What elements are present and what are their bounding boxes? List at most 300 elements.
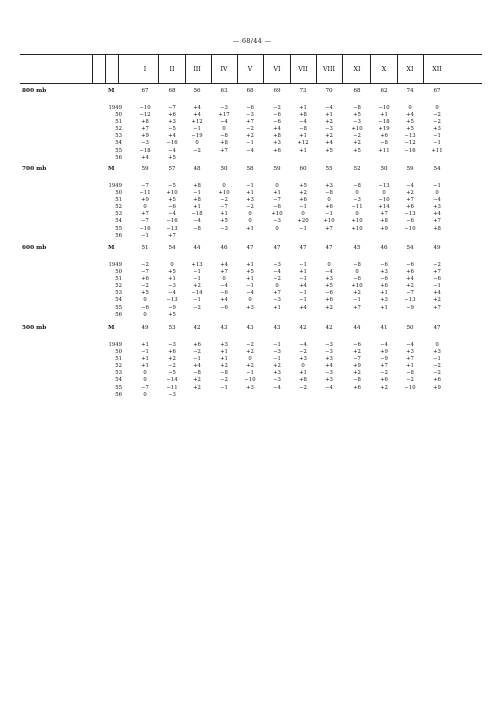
mean-value: 43 bbox=[273, 325, 281, 331]
anomaly-value: +4 bbox=[141, 154, 149, 161]
anomaly-value: +8 bbox=[193, 183, 201, 189]
mean-value: 46 bbox=[220, 245, 228, 251]
anomaly-value: +6 bbox=[433, 377, 441, 384]
anomaly-value: −4 bbox=[299, 119, 307, 126]
mean-value: 47 bbox=[246, 245, 254, 251]
year-label: 50 bbox=[115, 190, 122, 197]
anomaly-value: −4 bbox=[325, 105, 333, 111]
anomaly-value: +5 bbox=[353, 147, 361, 154]
anomaly-value: −4 bbox=[325, 269, 333, 276]
anomaly-value: +6 bbox=[380, 283, 388, 290]
anomaly-value: +14 bbox=[378, 204, 390, 211]
anomaly-value: −1 bbox=[246, 370, 254, 377]
anomaly-column bbox=[422, 342, 452, 399]
anomaly-value: +6 bbox=[299, 197, 307, 204]
anomaly-value: −3 bbox=[353, 197, 361, 204]
anomaly-value bbox=[235, 312, 265, 319]
anomaly-value bbox=[182, 155, 212, 162]
anomaly-value: −12 bbox=[139, 112, 151, 119]
anomaly-value: −10 bbox=[404, 225, 416, 232]
anomaly-value: +10 bbox=[351, 225, 363, 232]
anomaly-value: +2 bbox=[193, 384, 201, 391]
anomaly-value: +2 bbox=[353, 349, 361, 356]
anomaly-value: +4 bbox=[433, 290, 441, 297]
anomaly-value: −1 bbox=[433, 140, 441, 147]
anomaly-column bbox=[182, 342, 212, 399]
column-header-month: VIII bbox=[322, 66, 335, 73]
anomaly-value: −2 bbox=[433, 262, 441, 268]
anomaly-value: −1 bbox=[433, 283, 441, 290]
mean-value: 50 bbox=[220, 166, 228, 172]
anomaly-value: +1 bbox=[380, 304, 388, 311]
anomaly-value: +3 bbox=[433, 349, 441, 356]
anomaly-value: +3 bbox=[380, 297, 388, 304]
anomaly-value: +10 bbox=[351, 218, 363, 225]
anomaly-value: −1 bbox=[220, 384, 228, 391]
mean-value: 47 bbox=[299, 245, 307, 251]
mean-value: 57 bbox=[168, 166, 176, 172]
header-divider bbox=[105, 54, 106, 83]
anomaly-value: −6 bbox=[273, 119, 281, 126]
anomaly-value: −6 bbox=[220, 304, 228, 311]
anomaly-value: 0 bbox=[327, 197, 331, 204]
anomaly-value bbox=[422, 155, 452, 162]
mean-value: 67 bbox=[433, 88, 441, 94]
anomaly-column bbox=[342, 342, 372, 399]
anomaly-value: +8 bbox=[220, 140, 228, 147]
anomaly-value: −1 bbox=[299, 262, 307, 268]
year-label: 56 bbox=[115, 154, 122, 161]
anomaly-value: +6 bbox=[141, 276, 149, 283]
mean-value: 67 bbox=[141, 88, 149, 94]
anomaly-value: −10 bbox=[378, 105, 390, 111]
mean-value: 54 bbox=[406, 245, 414, 251]
anomaly-column bbox=[130, 105, 160, 162]
mean-value: 56 bbox=[193, 88, 201, 94]
anomaly-value: −11 bbox=[166, 384, 178, 391]
anomaly-value: −1 bbox=[246, 140, 254, 147]
anomaly-value: −16 bbox=[166, 140, 178, 147]
anomaly-value: −8 bbox=[193, 370, 201, 377]
anomaly-value: −6 bbox=[141, 304, 149, 311]
anomaly-value: −6 bbox=[353, 342, 361, 348]
mean-value: 47 bbox=[433, 325, 441, 331]
anomaly-value: −16 bbox=[139, 225, 151, 232]
anomaly-value: +10 bbox=[351, 126, 363, 133]
anomaly-value: +9 bbox=[141, 133, 149, 140]
anomaly-value: 0 bbox=[143, 391, 147, 398]
anomaly-value: −8 bbox=[220, 133, 228, 140]
anomaly-column bbox=[235, 342, 265, 399]
anomaly-value: −2 bbox=[193, 349, 201, 356]
anomaly-value: +6 bbox=[325, 204, 333, 211]
page-number: — 68/44 — bbox=[232, 37, 272, 45]
anomaly-value: 0 bbox=[435, 105, 439, 111]
anomaly-value: −4 bbox=[433, 197, 441, 204]
anomaly-value: −2 bbox=[433, 370, 441, 377]
anomaly-value bbox=[342, 312, 372, 319]
anomaly-value: −18 bbox=[378, 119, 390, 126]
column-header-month: IV bbox=[220, 66, 228, 73]
anomaly-value: −19 bbox=[191, 133, 203, 140]
pressure-level-label: 500 mb bbox=[22, 325, 47, 331]
anomaly-value: +2 bbox=[433, 297, 441, 304]
anomaly-column bbox=[342, 105, 372, 162]
anomaly-value: +2 bbox=[168, 356, 176, 363]
anomaly-column bbox=[314, 342, 344, 399]
anomaly-value: +5 bbox=[325, 283, 333, 290]
anomaly-value: +4 bbox=[168, 133, 176, 140]
anomaly-value: +6 bbox=[380, 133, 388, 140]
anomaly-value: +8 bbox=[299, 112, 307, 119]
anomaly-value: −8 bbox=[353, 262, 361, 268]
year-label: 54 bbox=[115, 140, 122, 147]
anomaly-value: +1 bbox=[246, 190, 254, 197]
mean-row-label: M bbox=[108, 88, 115, 94]
column-header-month: XII bbox=[432, 66, 442, 73]
anomaly-value: −10 bbox=[378, 197, 390, 204]
anomaly-value: +5 bbox=[220, 218, 228, 225]
anomaly-value: −2 bbox=[193, 304, 201, 311]
anomaly-value: +6 bbox=[168, 349, 176, 356]
anomaly-value bbox=[235, 155, 265, 162]
anomaly-value: +10 bbox=[323, 218, 335, 225]
anomaly-value: −7 bbox=[353, 356, 361, 363]
anomaly-value: −2 bbox=[141, 283, 149, 290]
anomaly-value: +2 bbox=[193, 377, 201, 384]
anomaly-value: +1 bbox=[273, 304, 281, 311]
year-label: 56 bbox=[115, 232, 122, 239]
anomaly-column bbox=[314, 105, 344, 162]
anomaly-value: +1 bbox=[141, 342, 149, 348]
anomaly-value: +9 bbox=[380, 225, 388, 232]
anomaly-value: 0 bbox=[355, 269, 359, 276]
anomaly-value: +7 bbox=[433, 218, 441, 225]
anomaly-value: −3 bbox=[220, 225, 228, 232]
anomaly-value bbox=[182, 392, 212, 399]
anomaly-value: −3 bbox=[273, 349, 281, 356]
anomaly-column bbox=[235, 105, 265, 162]
anomaly-column bbox=[235, 183, 265, 240]
anomaly-value: +11 bbox=[378, 147, 390, 154]
anomaly-value: +2 bbox=[406, 190, 414, 197]
anomaly-value: 0 bbox=[248, 211, 252, 218]
anomaly-value: −4 bbox=[299, 342, 307, 348]
mean-value: 50 bbox=[380, 166, 388, 172]
anomaly-value: −2 bbox=[380, 370, 388, 377]
anomaly-value: +3 bbox=[168, 119, 176, 126]
anomaly-value: +4 bbox=[406, 112, 414, 119]
mean-row-label: M bbox=[108, 166, 115, 172]
anomaly-value: +3 bbox=[246, 197, 254, 204]
anomaly-value: +2 bbox=[193, 283, 201, 290]
header-divider bbox=[92, 54, 93, 83]
mean-value: 74 bbox=[406, 88, 414, 94]
anomaly-value: +6 bbox=[406, 269, 414, 276]
anomaly-value: −1 bbox=[141, 232, 149, 239]
anomaly-value: +6 bbox=[325, 297, 333, 304]
anomaly-value: +5 bbox=[406, 126, 414, 133]
anomaly-value: −3 bbox=[168, 391, 176, 398]
anomaly-value: −3 bbox=[273, 262, 281, 268]
anomaly-value: +5 bbox=[168, 269, 176, 276]
anomaly-value: +8 bbox=[299, 377, 307, 384]
anomaly-value: +3 bbox=[246, 384, 254, 391]
anomaly-value: −4 bbox=[168, 147, 176, 154]
column-header-month: XI bbox=[353, 66, 361, 73]
anomaly-value: +11 bbox=[431, 147, 443, 154]
mean-value: 70 bbox=[325, 88, 333, 94]
anomaly-value: −6 bbox=[406, 218, 414, 225]
anomaly-value: +7 bbox=[246, 119, 254, 126]
anomaly-value: +19 bbox=[378, 126, 390, 133]
anomaly-value: −6 bbox=[380, 262, 388, 268]
anomaly-value: −2 bbox=[168, 363, 176, 370]
anomaly-value: −1 bbox=[246, 283, 254, 290]
anomaly-value: 0 bbox=[222, 276, 226, 283]
anomaly-value: 0 bbox=[435, 342, 439, 348]
anomaly-value: +2 bbox=[246, 133, 254, 140]
anomaly-value: +1 bbox=[220, 349, 228, 356]
anomaly-value: −10 bbox=[404, 384, 416, 391]
anomaly-value: +2 bbox=[325, 304, 333, 311]
anomaly-column bbox=[182, 262, 212, 319]
anomaly-value: 0 bbox=[143, 370, 147, 377]
anomaly-value: −1 bbox=[325, 211, 333, 218]
anomaly-value: 0 bbox=[195, 140, 199, 147]
anomaly-value: +5 bbox=[168, 311, 176, 318]
anomaly-value: −1 bbox=[353, 297, 361, 304]
mean-value: 68 bbox=[353, 88, 361, 94]
anomaly-value: +2 bbox=[246, 363, 254, 370]
anomaly-value: −3 bbox=[141, 140, 149, 147]
anomaly-value: −6 bbox=[433, 276, 441, 283]
mean-value: 68 bbox=[246, 88, 254, 94]
anomaly-value: −7 bbox=[141, 384, 149, 391]
anomaly-value: +2 bbox=[353, 290, 361, 297]
anomaly-column bbox=[182, 183, 212, 240]
anomaly-value: −3 bbox=[325, 370, 333, 377]
anomaly-value: +8 bbox=[141, 119, 149, 126]
anomaly-value: +3 bbox=[299, 356, 307, 363]
anomaly-value: +4 bbox=[193, 105, 201, 111]
anomaly-value: −2 bbox=[273, 105, 281, 111]
year-label: 52 bbox=[115, 283, 122, 290]
anomaly-value: +1 bbox=[273, 190, 281, 197]
year-label: 52 bbox=[115, 126, 122, 133]
anomaly-value: −14 bbox=[166, 377, 178, 384]
year-label: 51 bbox=[115, 356, 122, 363]
anomaly-value: +7 bbox=[406, 197, 414, 204]
mean-value: 45 bbox=[353, 245, 361, 251]
anomaly-value: −8 bbox=[353, 105, 361, 111]
anomaly-value: +5 bbox=[406, 119, 414, 126]
anomaly-value: +1 bbox=[141, 356, 149, 363]
anomaly-value: +17 bbox=[218, 112, 230, 119]
mean-value: 43 bbox=[246, 325, 254, 331]
anomaly-value: −2 bbox=[299, 384, 307, 391]
anomaly-value: +1 bbox=[299, 133, 307, 140]
year-labels bbox=[102, 183, 122, 240]
column-header-month: VI bbox=[273, 66, 281, 73]
anomaly-value: −4 bbox=[246, 147, 254, 154]
anomaly-value: −1 bbox=[193, 276, 201, 283]
anomaly-value: −2 bbox=[246, 204, 254, 211]
anomaly-value: −10 bbox=[244, 377, 256, 384]
anomaly-value: +9 bbox=[353, 363, 361, 370]
anomaly-value: +2 bbox=[353, 370, 361, 377]
mean-value: 59 bbox=[141, 166, 149, 172]
anomaly-value: −2 bbox=[141, 262, 149, 268]
year-label: 54 bbox=[115, 218, 122, 225]
mean-value: 44 bbox=[193, 245, 201, 251]
anomaly-value: +7 bbox=[325, 225, 333, 232]
mean-row-label: M bbox=[108, 325, 115, 331]
header-bottom-rule bbox=[20, 83, 482, 84]
anomaly-value: −6 bbox=[273, 112, 281, 119]
anomaly-value: 0 bbox=[248, 218, 252, 225]
anomaly-value: −1 bbox=[299, 290, 307, 297]
anomaly-value: +10 bbox=[218, 190, 230, 197]
anomaly-value: +7 bbox=[406, 356, 414, 363]
anomaly-value: −1 bbox=[193, 356, 201, 363]
year-label: 1949 bbox=[108, 342, 122, 348]
anomaly-value: 0 bbox=[382, 190, 386, 197]
anomaly-value: +5 bbox=[353, 112, 361, 119]
anomaly-column bbox=[395, 342, 425, 399]
anomaly-value: −2 bbox=[353, 133, 361, 140]
mean-value: 68 bbox=[168, 88, 176, 94]
anomaly-value: −2 bbox=[433, 363, 441, 370]
year-label: 55 bbox=[115, 304, 122, 311]
anomaly-value: −4 bbox=[406, 342, 414, 348]
anomaly-value: −1 bbox=[299, 297, 307, 304]
anomaly-value: −16 bbox=[404, 147, 416, 154]
year-label: 1949 bbox=[108, 105, 122, 111]
anomaly-value: +5 bbox=[299, 183, 307, 189]
mean-value: 58 bbox=[246, 166, 254, 172]
anomaly-value: −7 bbox=[168, 105, 176, 111]
mean-row-label: M bbox=[108, 245, 115, 251]
anomaly-value: +5 bbox=[141, 290, 149, 297]
anomaly-value: −8 bbox=[406, 370, 414, 377]
anomaly-value: −2 bbox=[246, 126, 254, 133]
table-top-rule bbox=[20, 54, 482, 55]
anomaly-value: −6 bbox=[380, 276, 388, 283]
anomaly-value: +1 bbox=[325, 112, 333, 119]
year-labels bbox=[102, 105, 122, 162]
anomaly-value: −1 bbox=[246, 183, 254, 189]
mean-value: 47 bbox=[325, 245, 333, 251]
anomaly-value: +7 bbox=[141, 126, 149, 133]
year-label: 54 bbox=[115, 297, 122, 304]
anomaly-value: +4 bbox=[220, 297, 228, 304]
anomaly-value: +5 bbox=[168, 197, 176, 204]
anomaly-value: +8 bbox=[380, 218, 388, 225]
anomaly-value: −3 bbox=[325, 349, 333, 356]
anomaly-value: −4 bbox=[406, 183, 414, 189]
anomaly-value: −6 bbox=[168, 204, 176, 211]
mean-value: 46 bbox=[380, 245, 388, 251]
anomaly-value: +1 bbox=[246, 276, 254, 283]
anomaly-value: −1 bbox=[433, 183, 441, 189]
mean-value: 47 bbox=[273, 245, 281, 251]
anomaly-value: +1 bbox=[246, 225, 254, 232]
anomaly-value: +3 bbox=[433, 204, 441, 211]
anomaly-value bbox=[235, 392, 265, 399]
anomaly-value: −8 bbox=[193, 225, 201, 232]
anomaly-value bbox=[422, 233, 452, 240]
anomaly-value: +2 bbox=[220, 363, 228, 370]
anomaly-value: −13 bbox=[378, 183, 390, 189]
anomaly-value: 0 bbox=[222, 126, 226, 133]
anomaly-value: −6 bbox=[220, 290, 228, 297]
anomaly-column bbox=[130, 183, 160, 240]
anomaly-value: −4 bbox=[168, 290, 176, 297]
anomaly-value: +4 bbox=[406, 276, 414, 283]
anomaly-value: +3 bbox=[380, 269, 388, 276]
mean-value: 69 bbox=[273, 88, 281, 94]
anomaly-value bbox=[395, 155, 425, 162]
anomaly-value: −13 bbox=[166, 225, 178, 232]
anomaly-value bbox=[235, 233, 265, 240]
anomaly-value bbox=[395, 312, 425, 319]
year-label: 51 bbox=[115, 119, 122, 126]
anomaly-value bbox=[395, 233, 425, 240]
anomaly-value: −5 bbox=[168, 183, 176, 189]
year-label: 54 bbox=[115, 377, 122, 384]
anomaly-value bbox=[422, 392, 452, 399]
anomaly-value: +1 bbox=[193, 204, 201, 211]
anomaly-value: +3 bbox=[273, 370, 281, 377]
anomaly-column bbox=[314, 183, 344, 240]
anomaly-value: +9 bbox=[141, 197, 149, 204]
mean-value: 42 bbox=[299, 325, 307, 331]
anomaly-value: −3 bbox=[168, 283, 176, 290]
anomaly-value: −1 bbox=[141, 349, 149, 356]
column-header-month: I bbox=[143, 66, 147, 73]
anomaly-value: +3 bbox=[325, 356, 333, 363]
year-label: 51 bbox=[115, 197, 122, 204]
year-labels bbox=[102, 262, 122, 319]
anomaly-value: +1 bbox=[246, 262, 254, 268]
anomaly-value: +4 bbox=[273, 126, 281, 133]
mean-value: 55 bbox=[325, 166, 333, 172]
year-label: 1949 bbox=[108, 183, 122, 189]
anomaly-value: −7 bbox=[141, 269, 149, 276]
anomaly-value bbox=[182, 312, 212, 319]
anomaly-value: +2 bbox=[325, 119, 333, 126]
anomaly-value: −4 bbox=[380, 342, 388, 348]
anomaly-value: 0 bbox=[248, 297, 252, 304]
anomaly-column bbox=[342, 262, 372, 319]
anomaly-value: +3 bbox=[433, 126, 441, 133]
anomaly-value: −3 bbox=[220, 105, 228, 111]
column-header-month: II bbox=[169, 66, 175, 73]
anomaly-value bbox=[395, 392, 425, 399]
anomaly-value: −2 bbox=[273, 276, 281, 283]
anomaly-value: +3 bbox=[406, 349, 414, 356]
anomaly-column bbox=[422, 262, 452, 319]
anomaly-value: −8 bbox=[220, 370, 228, 377]
anomaly-value: +4 bbox=[193, 363, 201, 370]
anomaly-value: +7 bbox=[273, 290, 281, 297]
anomaly-value: +3 bbox=[220, 342, 228, 348]
anomaly-value: −7 bbox=[141, 183, 149, 189]
anomaly-value: 0 bbox=[275, 283, 279, 290]
anomaly-value: −3 bbox=[273, 218, 281, 225]
pressure-level-label: 600 mb bbox=[22, 245, 47, 251]
